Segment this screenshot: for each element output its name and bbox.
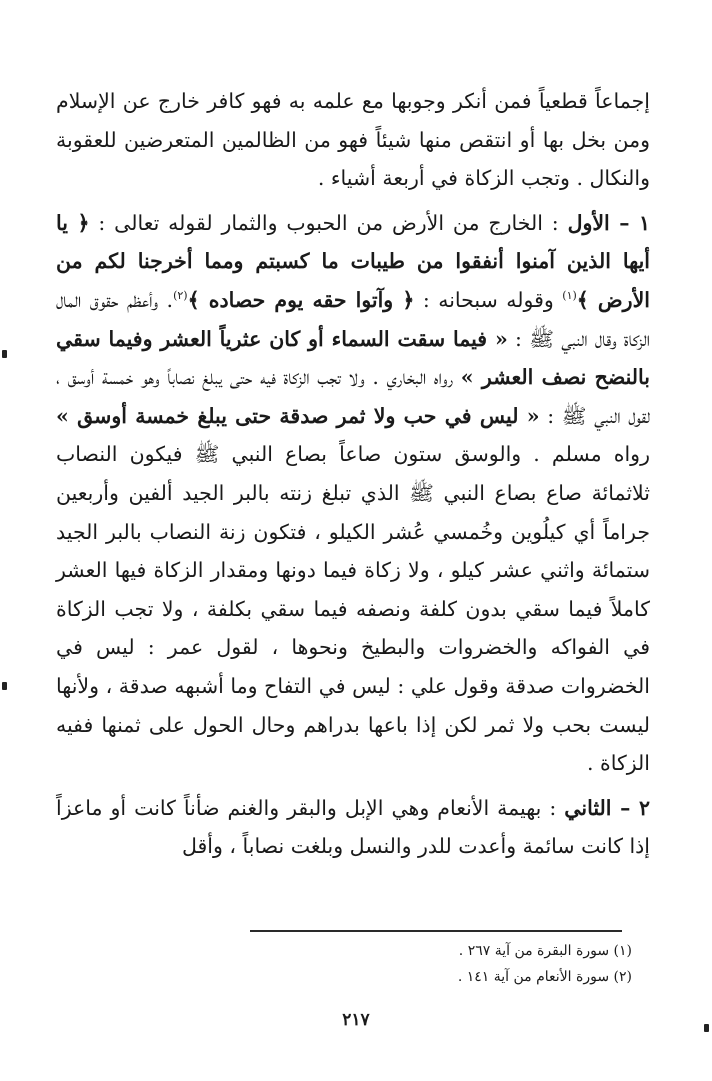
connector-text-3: رواه البخاري . ولا تجب الزكاة فيه حتى يبلغ نصاباً وهو خمسة أوسق ، لقول النبي ﷺ : [56, 365, 650, 428]
second-category-text: : بهيمة الأنعام وهي الإبل والبقر والغنم ضأناً كانت أو ماعزاً إذا كانت سائمة وأعدت للدر والنسل وبلغت نصاباً ، وأقل [56, 795, 650, 859]
connector-text-1: وقوله سبحانه : [414, 287, 563, 312]
page-body [56, 82, 650, 872]
hadith-1: « فيما سقت السماء أو كان عثرياً العشر وفيما سقي بالنضح نصف العشر » [56, 326, 650, 390]
paragraph-second-category [56, 789, 650, 866]
scan-mark [2, 350, 7, 358]
paragraph-zakat-obligation: إجماعاً قطعياً فمن أنكر وجوبها مع علمه به فهو كافر خارج عن الإسلام ومن بخل بها أو انتقص منها شيئاً فهو من الظالمين المتعرضين للعقوبة والنكال . وتجب الزكاة في أربعة أشياء . [56, 89, 650, 191]
footnote-ref-2[interactable]: (٢) [173, 289, 188, 303]
footnote-divider [250, 930, 622, 932]
quran-verse-1: ﴿ يا أيها الذين آمنوا أنفقوا من طيبات ما كسبتم ومما أخرجنا لكم من الأرض ﴾ [56, 210, 650, 312]
footnote-1: (١) سورة البقرة من آية ٢٦٧ . [458, 943, 632, 959]
footnotes [252, 938, 632, 990]
item-number-first: ١ – الأول [567, 210, 650, 235]
item-number-second: ٢ – الثاني [564, 795, 650, 820]
footnote-2: (٢) سورة الأنعام من آية ١٤١ . [457, 969, 632, 985]
scan-mark [704, 1024, 709, 1032]
connector-text-2: . وأعظم حقوق المال الزكاة وقال النبي ﷺ : [56, 287, 651, 351]
intro-text: : الخارج من الأرض من الحبوب والثمار لقوله تعالى : [89, 210, 568, 235]
hadith-2: « ليس في حب ولا ثمر صدقة حتى يبلغ خمسة أوسق » [56, 403, 540, 428]
footnote-ref-1[interactable]: (١) [562, 289, 577, 303]
body-text-rest: رواه مسلم . والوسق ستون صاعاً بصاع النبي ﷺ فيكون النصاب ثلاثمائة صاع بصاع النبي ﷺ الذي تبلغ زنته بالبر الجيد ألفين وأربعين جراماً أي كيلُوين وخُمسي عُشر الكيلو ، فتكون زنة النصاب بالبر الجيد ستمائة واثني عشر كيلو ، ولا زكاة فيما دونها ومقدار الزكاة فيها العشر كاملاً فيما سقي بدون كلفة ونصفه فيما سقي بكلفة ، ولا تجب الزكاة في الفواكه والخضروات والبطيخ ونحوها ، لقول عمر : ليس في الخضروات صدقة وقول علي : ليس في التفاح وما أشبهه صدقة ، ولأنها ليست بحب ولا ثمر لكن إذا باعها بدراهم وحال الحول على ثمنها ففيه الزكاة . [56, 442, 650, 776]
paragraph-first-category [56, 204, 650, 783]
quran-verse-2: ﴿ وآتوا حقه يوم حصاده ﴾ [187, 287, 415, 312]
page-number: ٢١٧ [342, 1010, 370, 1030]
scan-mark [2, 682, 7, 690]
